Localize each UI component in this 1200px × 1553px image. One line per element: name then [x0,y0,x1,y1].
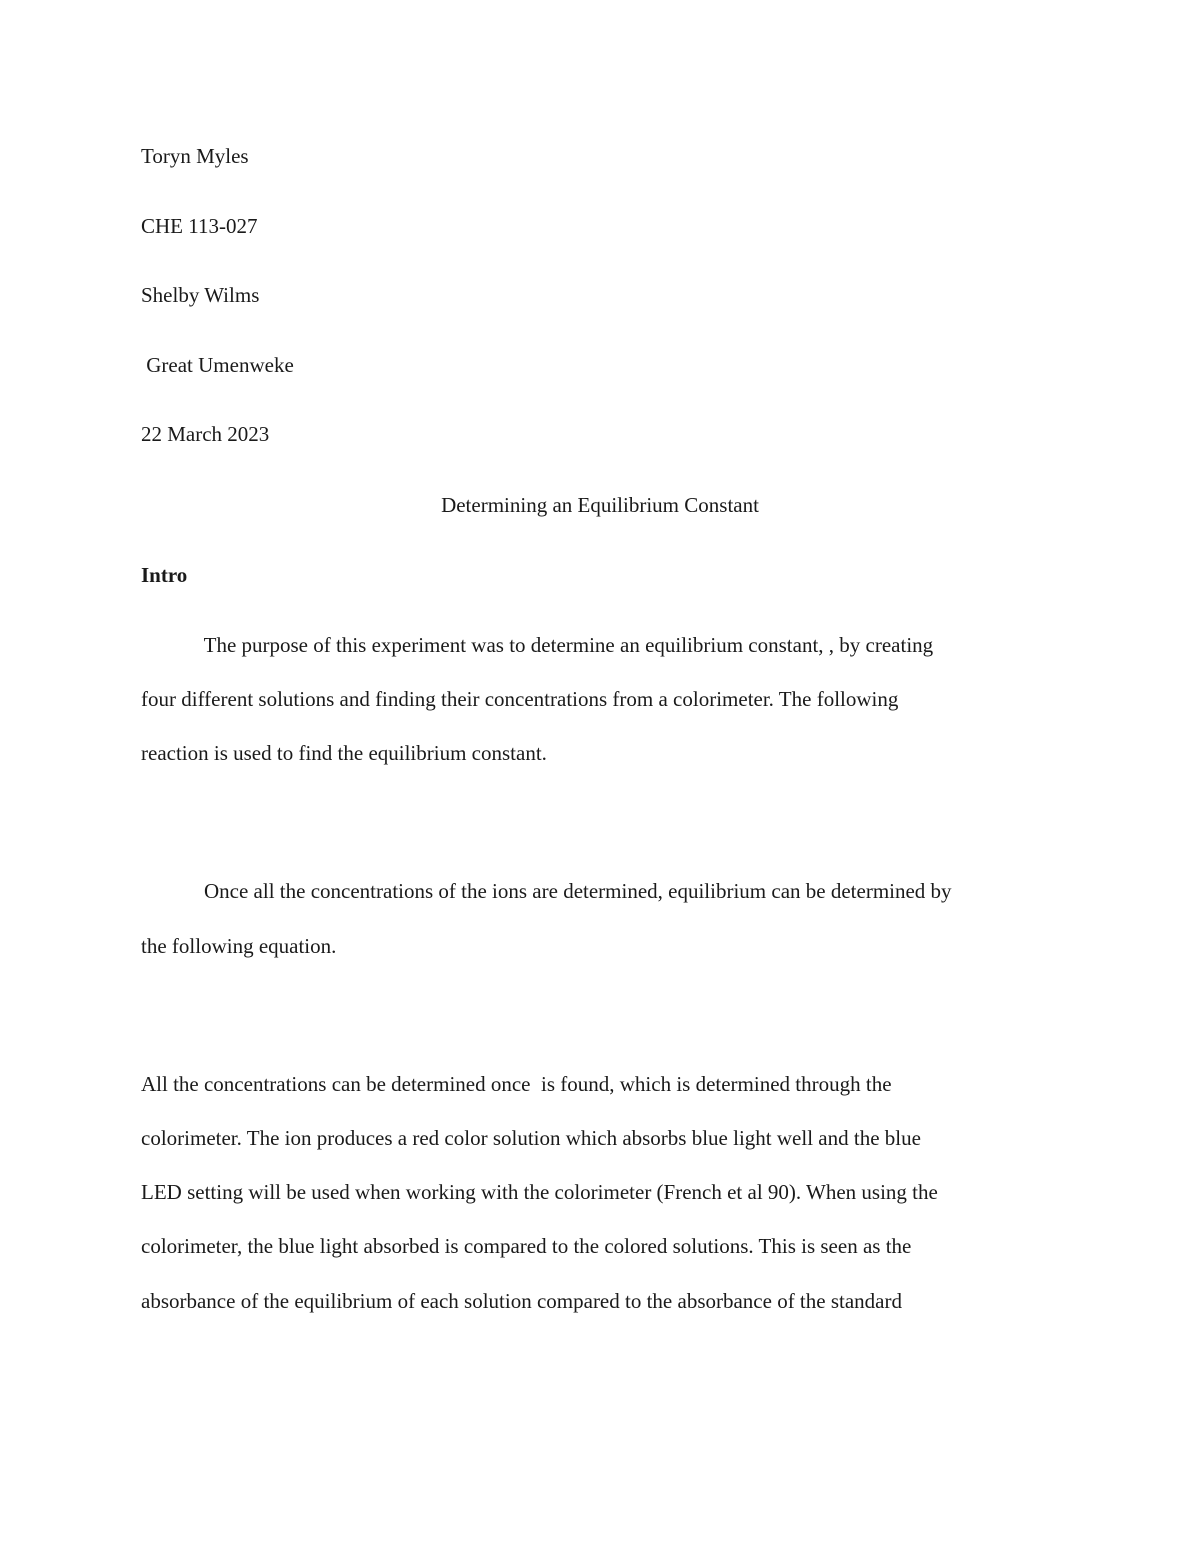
paragraph-3-line-3: LED setting will be used when working with the colorimeter (French et al 90). When using the [141,1180,938,1204]
paragraph-3-line-4: colorimeter, the blue light absorbed is compared to the colored solutions. This is seen as the [141,1234,912,1258]
paragraph-1-line-1: The purpose of this experiment was to determine an equilibrium constant, , by creating [141,633,934,657]
paragraph-3-line-1: All the concentrations can be determined once is found, which is determined through the [141,1072,892,1096]
paragraph-3-line-2: colorimeter. The ion produces a red color solution which absorbs blue light well and the blue [141,1126,921,1150]
author-name: Toryn Myles [141,144,249,168]
document-date: 22 March 2023 [141,422,270,446]
paragraph-2-line-1: Once all the concentrations of the ions are determined, equilibrium can be determined by [141,879,952,903]
section-heading-intro: Intro [141,563,188,587]
paragraph-1-line-3: reaction is used to find the equilibrium constant. [141,741,547,765]
course-code: CHE 113-027 [141,214,258,238]
paragraph-3-line-5: absorbance of the equilibrium of each solution compared to the absorbance of the standard [141,1289,902,1313]
document-title: Determining an Equilibrium Constant [441,493,759,517]
paragraph-2-line-2: the following equation. [141,934,337,958]
paragraph-1-line-2: four different solutions and finding their concentrations from a colorimeter. The following [141,687,899,711]
partner-name: Great Umenweke [141,353,294,377]
instructor-name: Shelby Wilms [141,283,260,307]
